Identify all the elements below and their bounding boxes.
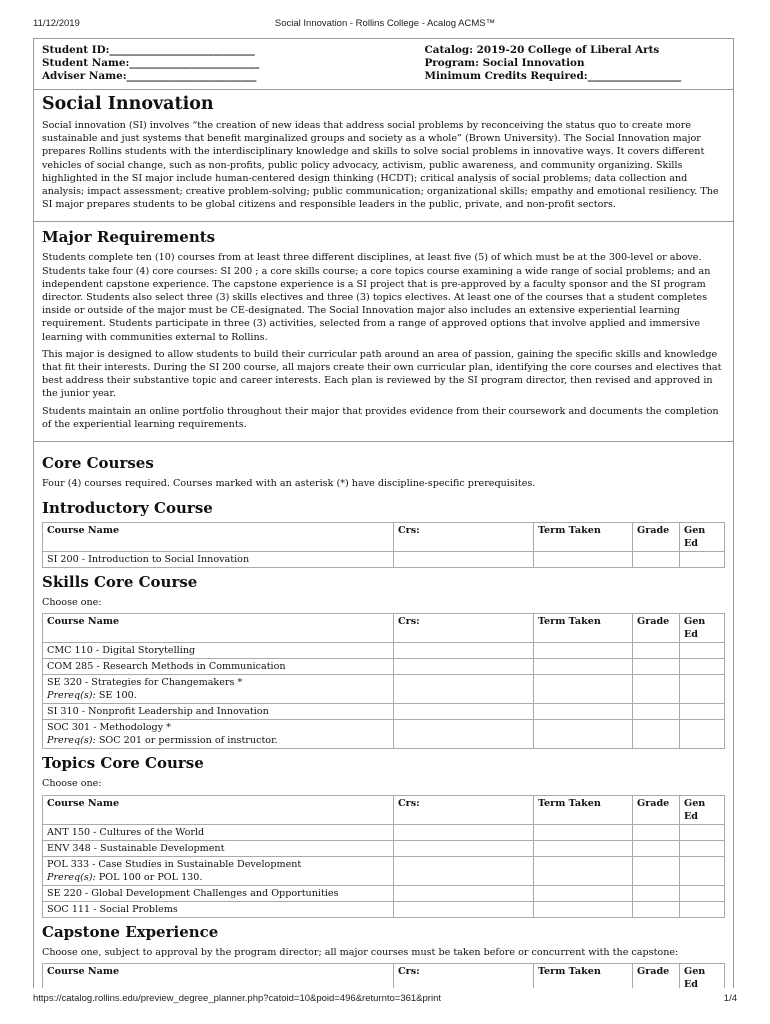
table-header-row	[43, 523, 725, 552]
grade-cell[interactable]	[633, 704, 680, 720]
course-name: POL 333 - Case Studies in Sustainable Development	[47, 858, 302, 870]
col-grade: Grade	[633, 963, 680, 988]
grade-cell[interactable]	[633, 675, 680, 704]
capstone-heading: Capstone Experience	[42, 922, 219, 941]
prereq-line	[47, 734, 389, 747]
table-row	[43, 840, 725, 856]
crs-cell[interactable]	[394, 840, 534, 856]
requirements-paragraph: Students maintain an online portfolio throughout their major that provides evidence from their coursework and documents the completion of the experiential learning requirements.	[42, 405, 719, 430]
crs-cell[interactable]	[394, 824, 534, 840]
col-term-taken: Term Taken	[534, 795, 633, 824]
student-info-right	[424, 44, 725, 83]
course-name-cell: ENV 348 - Sustainable Development	[43, 840, 394, 856]
col-course-name: Course Name	[43, 523, 394, 552]
print-footer	[33, 993, 737, 1004]
term-cell[interactable]	[534, 840, 633, 856]
grade-cell[interactable]	[633, 856, 680, 885]
grade-cell[interactable]	[633, 552, 680, 568]
requirements-paragraph: Students complete ten (10) courses from at least three different disciplines, at least five (5) of which must be at the 300-level or above. Students take four (4) core courses: SI 200 ; a core skills course; a core topics course examining a wide range of social problems; and an independent capstone experience. The capstone experience is a SI project that is pre-approved by a faculty sponsor and the SI program director. Students also select three (3) skills electives and three (3) topics electives. At least one of the courses that a student completes inside or outside of the major must be CE-designated. The Social Innovation major also includes an extensive experiential learning requirement. Students participate in three (3) activities, selected from a range of approved options that involve applied and immersive learning with communities external to Rollins.	[42, 252, 711, 343]
gen-ed-cell[interactable]	[680, 659, 725, 675]
table-header-row	[43, 614, 725, 643]
col-crs: Crs:	[394, 963, 534, 988]
introductory-heading: Introductory Course	[42, 499, 213, 518]
crs-cell[interactable]	[394, 856, 534, 885]
table-row	[43, 659, 725, 675]
degree-planner-page	[33, 38, 734, 988]
col-grade: Grade	[633, 795, 680, 824]
table-row	[43, 720, 725, 749]
capstone-note: Choose one, subject to approval by the program director; all major courses must be taken before or concurrent with the capstone:	[42, 946, 679, 958]
gen-ed-cell[interactable]	[680, 824, 725, 840]
crs-cell[interactable]	[394, 885, 534, 901]
crs-cell[interactable]	[394, 552, 534, 568]
term-cell[interactable]	[534, 720, 633, 749]
col-course-name: Course Name	[43, 963, 394, 988]
requirements-paragraph: This major is designed to allow students to build their curricular path around an area of passion, gaining the specific skills and knowledge that fit their interests. During the SI 200 course, all majors create their own curricular plan, identifying the core courses and electives that best address their substantive topic and career interests. Each plan is reviewed by the SI program director, then revised and approved in the junior year.	[42, 348, 722, 400]
crs-cell[interactable]	[394, 675, 534, 704]
course-name-cell: SI 200 - Introduction to Social Innovation	[43, 552, 394, 568]
introductory-table	[42, 522, 725, 568]
grade-cell[interactable]	[633, 901, 680, 917]
program-title: Social Innovation	[42, 94, 214, 114]
course-name: SOC 301 - Methodology *	[47, 722, 171, 734]
course-name-cell: SOC 111 - Social Problems	[43, 901, 394, 917]
term-cell[interactable]	[534, 675, 633, 704]
col-gen-ed: Gen Ed	[680, 795, 725, 824]
crs-cell[interactable]	[394, 901, 534, 917]
prereq-label: Prereq(s):	[47, 735, 96, 747]
topics-core-note: Choose one:	[42, 778, 102, 790]
gen-ed-cell[interactable]	[680, 885, 725, 901]
adviser-name-field: Adviser Name:_________________________	[42, 70, 257, 82]
intro-text: Social innovation (SI) involves “the creation of new ideas that address social problems by reconceiving the status quo to create more sustainable and just systems that benefit marginalized groups and society as a whole” (Brown University). The Social Innovation major prepares Rollins students with the interdisciplinary knowledge and skills to solve social problems in innovative ways. It covers different vehicles of social change, such as non-profits, public policy advocacy, activism, public awareness, and community organizing. Skills highlighted in the SI major include human-centered design thinking (HCDT); critical analysis of social problems; data collection and analysis; impact assessment; creative problem-solving; public communication; organizational skills; empathy and emotional resiliency. The SI major prepares students to be global citizens and responsible leaders in the public, private, and non-profit sectors.	[42, 120, 719, 211]
grade-cell[interactable]	[633, 643, 680, 659]
term-cell[interactable]	[534, 643, 633, 659]
capstone-table	[42, 963, 725, 988]
col-gen-ed: Gen Ed	[680, 963, 725, 988]
prereq-line	[47, 871, 389, 884]
term-cell[interactable]	[534, 659, 633, 675]
term-cell[interactable]	[534, 901, 633, 917]
table-header-row	[43, 795, 725, 824]
table-row	[43, 704, 725, 720]
grade-cell[interactable]	[633, 659, 680, 675]
course-name-cell	[43, 675, 394, 704]
crs-cell[interactable]	[394, 659, 534, 675]
gen-ed-cell[interactable]	[680, 552, 725, 568]
prereq-text: SOC 201 or permission of instructor.	[95, 735, 278, 747]
table-row	[43, 885, 725, 901]
table-row	[43, 643, 725, 659]
col-crs: Crs:	[394, 614, 534, 643]
student-id-field: Student ID:____________________________	[42, 44, 255, 56]
print-title: Social Innovation - Rollins College - Acalog ACMS™	[274, 18, 496, 29]
prereq-text: SE 100.	[95, 690, 137, 702]
student-name-field: Student Name:_________________________	[42, 57, 260, 69]
col-grade: Grade	[633, 614, 680, 643]
core-courses-text: Four (4) courses required. Courses marked with an asterisk (*) have discipline-specific prerequisites.	[42, 478, 536, 490]
gen-ed-cell[interactable]	[680, 704, 725, 720]
course-name-cell	[43, 856, 394, 885]
table-row	[43, 856, 725, 885]
topics-core-heading: Topics Core Course	[42, 754, 204, 773]
gen-ed-cell[interactable]	[680, 643, 725, 659]
student-info-left	[42, 44, 370, 83]
crs-cell[interactable]	[394, 720, 534, 749]
major-requirements-section	[34, 222, 733, 442]
course-name-cell: SE 220 - Global Development Challenges and Opportunities	[43, 885, 394, 901]
program-label: Program: Social Innovation	[424, 57, 585, 69]
print-date: 11/12/2019	[33, 18, 80, 29]
table-row	[43, 901, 725, 917]
col-crs: Crs:	[394, 795, 534, 824]
course-name-cell: CMC 110 - Digital Storytelling	[43, 643, 394, 659]
course-name-cell: ANT 150 - Cultures of the World	[43, 824, 394, 840]
table-row	[43, 824, 725, 840]
prereq-line	[47, 689, 389, 702]
col-gen-ed: Gen Ed	[680, 614, 725, 643]
grade-cell[interactable]	[633, 840, 680, 856]
gen-ed-cell[interactable]	[680, 901, 725, 917]
table-row	[43, 552, 725, 568]
term-cell[interactable]	[534, 856, 633, 885]
gen-ed-cell[interactable]	[680, 675, 725, 704]
skills-core-note: Choose one:	[42, 597, 102, 609]
prereq-text: POL 100 or POL 130.	[95, 871, 203, 883]
catalog-label: Catalog: 2019-20 College of Liberal Arts	[424, 44, 660, 56]
gen-ed-cell[interactable]	[680, 840, 725, 856]
prereq-label: Prereq(s):	[47, 871, 96, 883]
major-requirements-heading: Major Requirements	[42, 228, 216, 247]
core-courses-heading: Core Courses	[42, 454, 154, 473]
grade-cell[interactable]	[633, 720, 680, 749]
crs-cell[interactable]	[394, 704, 534, 720]
course-name-cell: SI 310 - Nonprofit Leadership and Innovation	[43, 704, 394, 720]
crs-cell[interactable]	[394, 643, 534, 659]
col-grade: Grade	[633, 523, 680, 552]
term-cell[interactable]	[534, 824, 633, 840]
print-header	[33, 18, 737, 29]
term-cell[interactable]	[534, 552, 633, 568]
page-number: 1/4	[723, 993, 737, 1004]
col-term-taken: Term Taken	[534, 523, 633, 552]
term-cell[interactable]	[534, 885, 633, 901]
skills-core-heading: Skills Core Course	[42, 573, 198, 592]
col-term-taken: Term Taken	[534, 963, 633, 988]
table-header-row	[43, 963, 725, 988]
page-url[interactable]: https://catalog.rollins.edu/preview_degree_planner.php?catoid=10&poid=496&returnto=361&print	[33, 993, 442, 1004]
core-courses-section	[34, 442, 733, 988]
term-cell[interactable]	[534, 704, 633, 720]
course-name-cell: COM 285 - Research Methods in Communication	[43, 659, 394, 675]
course-name: SE 320 - Strategies for Changemakers *	[47, 677, 243, 689]
intro-section	[34, 90, 733, 222]
col-gen-ed: Gen Ed	[680, 523, 725, 552]
topics-core-table	[42, 795, 725, 918]
col-course-name: Course Name	[43, 614, 394, 643]
student-info-box	[34, 39, 733, 90]
gen-ed-cell[interactable]	[680, 856, 725, 885]
col-crs: Crs:	[394, 523, 534, 552]
col-term-taken: Term Taken	[534, 614, 633, 643]
min-credits-field: Minimum Credits Required:__________________	[424, 70, 682, 82]
gen-ed-cell[interactable]	[680, 720, 725, 749]
grade-cell[interactable]	[633, 885, 680, 901]
col-course-name: Course Name	[43, 795, 394, 824]
table-row	[43, 675, 725, 704]
prereq-label: Prereq(s):	[47, 690, 96, 702]
course-name-cell	[43, 720, 394, 749]
grade-cell[interactable]	[633, 824, 680, 840]
skills-core-table	[42, 613, 725, 749]
